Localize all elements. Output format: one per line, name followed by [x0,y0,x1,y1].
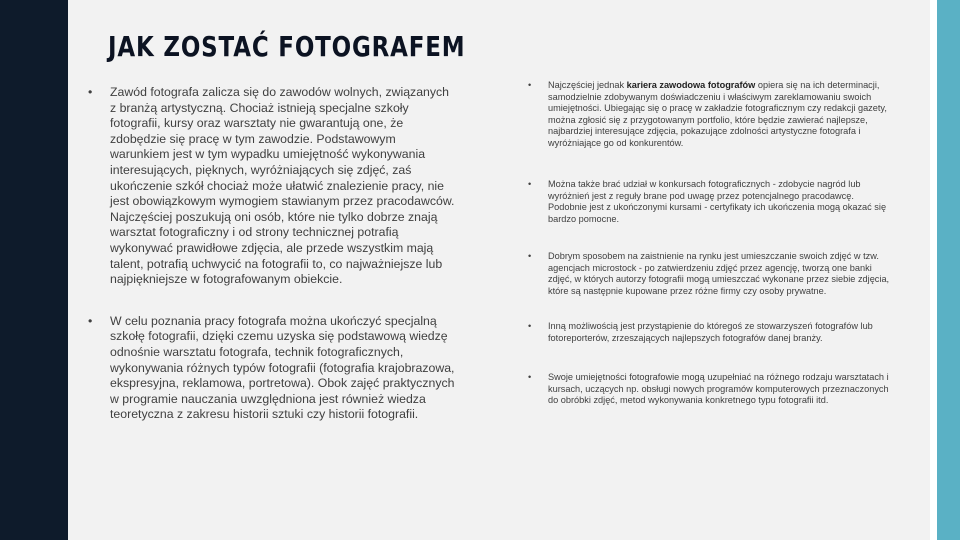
bullet-icon: • [528,179,532,189]
right-bullet-item [528,179,890,225]
left-bullet-text: W celu poznania pracy fotografa można ukończyć specjalną szkołę fotografii, dzięki czemu uzyska się podstawową wiedzę odnośnie warsztatu fotografa, technik fotograficznych, wykonywania różnych typów fotografii (fotografia krajobrazowa, ekspresyjna, reklamowa, portretowa). Obok zajęć praktycznych w programie nauczania uwzględniona jest również wiedza teoretyczna z zakresu historii sztuki czy historii fotografii. [110,313,455,422]
slide-title: JAK ZOSTAĆ FOTOGRAFEM [108,30,466,63]
left-bullet-text: Zawód fotografa zalicza się do zawodów wolnych, związanych z branżą artystyczną. Chociaż istnieją specjalne szkoły fotografii, kursy oraz warsztaty nie gwarantują one, że zdobędzie się pracę w tym zawodzie. Podstawowym warunkiem jest w tym wypadku umiejętność wykonywania interesujących, pięknych, wyróżniających się zdjęć, zaś ukończenie szkół chociaż może ułatwić znalezienie pracy, nie jest obowiązkowym wymogiem stawianym przez pracodawców. Najczęściej poszukują oni osób, które nie tylko dobrze znają warsztat fotograficzny i od strony technicznej potrafią wykonywać prawidłowe zdjęcia, ale przede wszystkim mają talent, potrafią uchwycić na fotografii to, co najważniejsze lub najpiękniejsze w fotografowanym obiekcie. [110,85,455,287]
right-bullet-item [528,372,890,407]
left-bullet-list [88,85,458,423]
right-bullet-text: Swoje umiejętności fotografowie mogą uzupełniać na różnego rodzaju warsztatach i kursach, uczących np. obsługi nowych programów komputerowych przeznaczonych do obróbki zdjęć, metod wykonywania konkretnego typu fotografii itd. [548,372,889,405]
left-bullet-item [88,314,458,423]
bullet-icon: • [528,321,532,331]
bullet-icon: • [88,313,93,328]
right-white-stripe [930,0,937,540]
bullet-icon: • [528,251,532,261]
right-bullet-item [528,251,890,297]
right-bullet-text [548,80,887,148]
right-bullet-list [528,80,890,407]
text-segment: Najczęściej jednak [548,80,627,90]
left-bullet-item [88,85,458,288]
bullet-icon: • [528,80,532,90]
right-bullet-item [528,321,890,344]
text-segment: opiera się na ich determinacji, samodzielnie zdobywanym doświadczeniu i właściwym zareklamowaniu swoich umiejętności. Ubiegając się o pracę w zakładzie fotograficznym czy redakcji gazety, można zgłosić się z przygotowanym portfolio, które będzie zawierać najlepsze, najbardziej interesujące zdjęcia, pokazujące zdolności artystyczne fotografa i wyróżniające go od konkurentów. [548,80,887,148]
right-bullet-text: Można także brać udział w konkursach fotograficznych - zdobycie nagród lub wyróżnień jest z reguły brane pod uwagę przez potencjalnego pracodawcę. Podobnie jest z ukończonymi kursami - certyfikaty ich ukończenia mogą okazać się bardzo pomocne. [548,179,887,224]
right-accent-band [937,0,960,540]
left-decorative-band [0,0,68,540]
bullet-icon: • [88,85,93,99]
bold-phrase: kariera zawodowa fotografów [626,80,756,90]
bullet-icon: • [528,372,532,382]
right-bullet-item [528,80,890,149]
right-bullet-text: Inną możliwością jest przystąpienie do któregoś ze stowarzyszeń fotografów lub fotoreporterów, zrzeszających najlepszych fotografów danej branży. [548,321,873,343]
right-bullet-text: Dobrym sposobem na zaistnienie na rynku jest umieszczanie swoich zdjęć w tzw. agencjach microstock - po zatwierdzeniu zdjęć przez agencję, tworzą one banki zdjęć, w których autorzy fotografii mogą umieszczać wykonane przez siebie zdjęcia, które są następnie kupowane przez różne firmy czy osoby prywatne. [548,251,890,296]
